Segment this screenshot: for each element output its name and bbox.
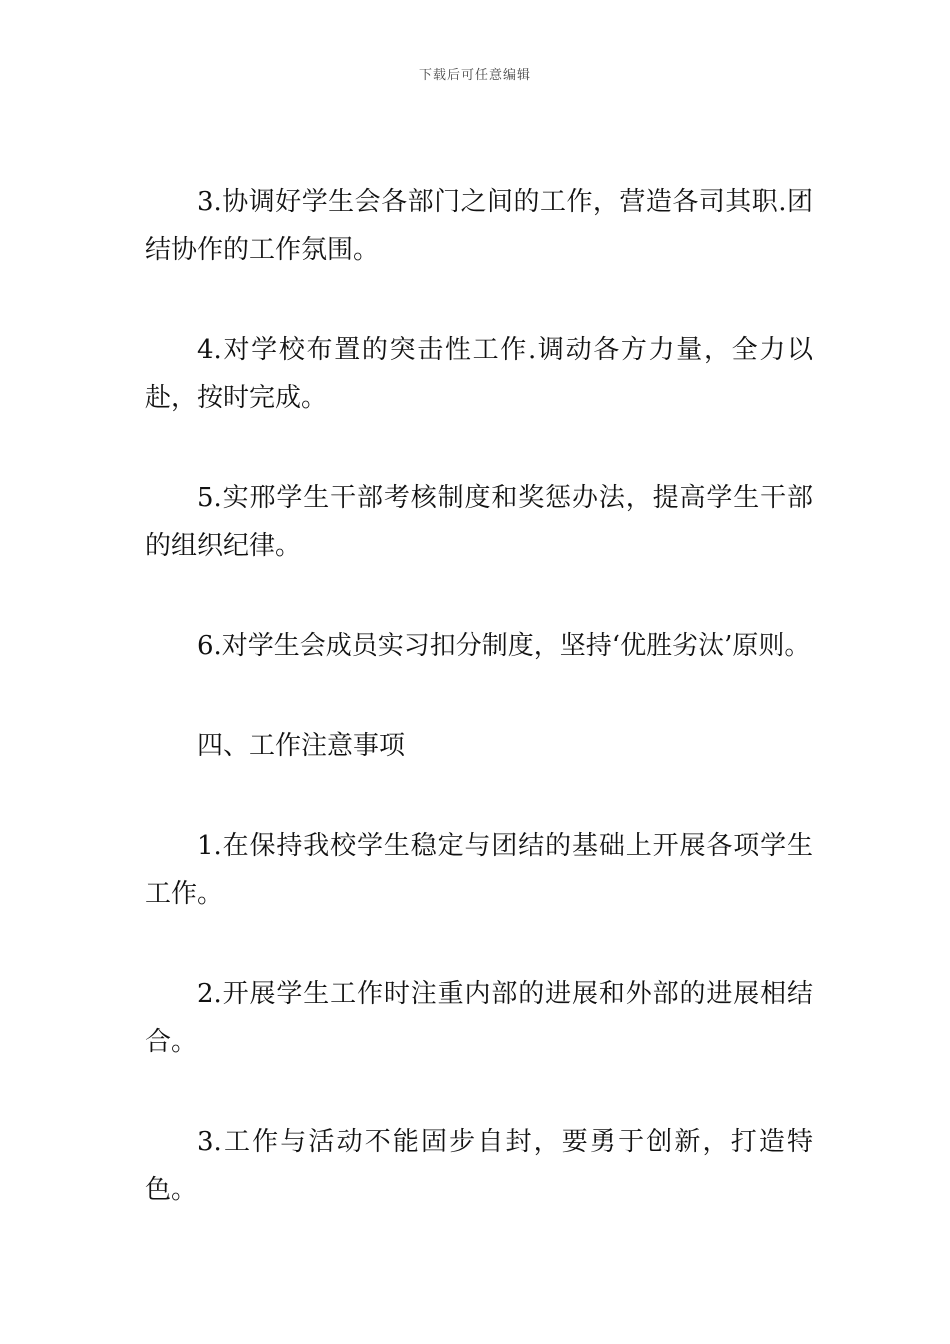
paragraph-item-5: 5.实邢学生干部考核制度和奖惩办法，提高学生干部的组织纪律。 bbox=[145, 483, 813, 561]
notice-item-1: 1.在保持我校学生稳定与团结的基础上开展各项学生工作。 bbox=[145, 831, 813, 909]
paragraph-item-3: 3.协调好学生会各部门之间的工作，营造各司其职.团结协作的工作氛围。 bbox=[145, 187, 813, 265]
notice-item-2: 2.开展学生工作时注重内部的进展和外部的进展相结合。 bbox=[145, 979, 813, 1057]
document-body bbox=[145, 178, 813, 1266]
page-header-note: 下载后可任意编辑 bbox=[418, 68, 531, 83]
notice-item-3: 3.工作与活动不能固步自封，要勇于创新，打造特色。 bbox=[145, 1127, 813, 1205]
section-heading-4: 四、工作注意事项 bbox=[197, 731, 406, 761]
paragraph-item-4: 4.对学校布置的突击性工作.调动各方力量，全力以赴，按时完成。 bbox=[145, 335, 813, 413]
paragraph-item-6: 6.对学生会成员实习扣分制度，坚持‘优胜劣汰’原则。 bbox=[197, 631, 811, 661]
